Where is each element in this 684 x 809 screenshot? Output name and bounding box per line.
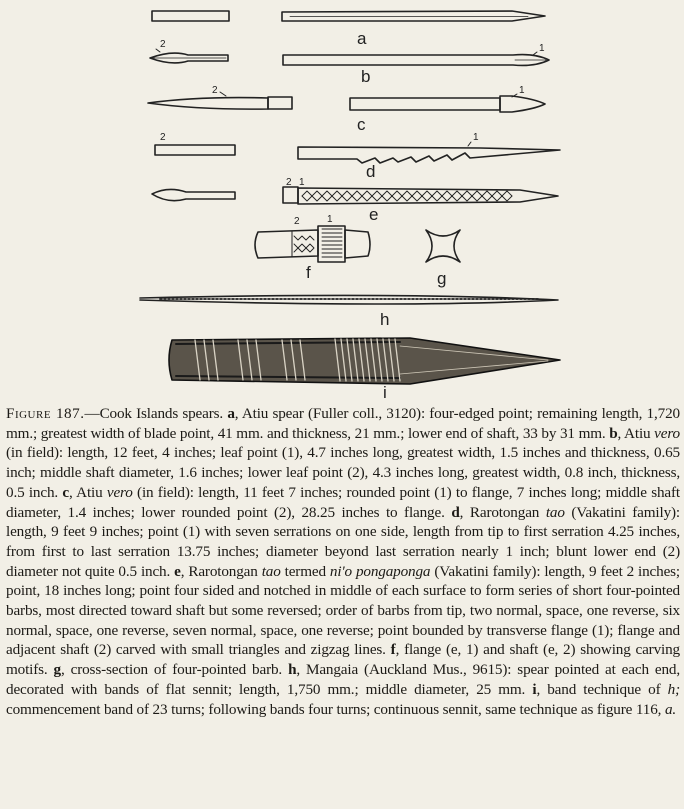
point-2-label-c: 2	[212, 85, 218, 96]
caption-letter-c: c	[62, 483, 69, 501]
band-technique-i	[169, 338, 560, 400]
caption-i-pre: , band technique of	[536, 680, 668, 698]
spear-illustration	[0, 0, 684, 400]
carving-detail-f	[255, 214, 370, 282]
caption-f-text: , flange (e, 1) and shaft (e, 2) showing carving motifs.	[6, 641, 680, 679]
point-1-label-f: 1	[327, 214, 333, 225]
point-2-label-e: 2	[286, 177, 292, 188]
caption-letter-b: b	[609, 424, 618, 442]
caption-letter-a: a	[227, 405, 235, 422]
caption-b-italic: vero	[654, 424, 680, 442]
caption-d-pre: , Rarotongan	[459, 503, 546, 521]
spear-b-drawing	[150, 39, 549, 86]
caption-letter-e: e	[174, 562, 181, 580]
point-1-label-e: 1	[299, 177, 305, 188]
caption-e-italic-1: tao	[261, 562, 281, 580]
caption-c-text: (in field): length, 11 feet 7 inches; rounded point (1) to flange, 7 inches long; middle shaft diameter, 1.4 inches; lower rounded point (2), 28.25 inches to flange.	[6, 483, 680, 521]
caption-letter-i: i	[532, 680, 537, 698]
caption-letter-f: f	[390, 641, 396, 659]
label-i: i	[383, 383, 387, 400]
spear-e-drawing	[152, 177, 558, 224]
caption-g-text: , cross-section of four-pointed barb.	[61, 661, 283, 679]
point-1-label-d: 1	[473, 132, 479, 143]
caption-d-text: (Vakatini family): length, 9 feet 9 inches; point (1) with seven serrations on one side, length from tip to first serration 4.25 inches, from first to last serration 13.75 inches; diameter beyond last serration nearly 1 inch; blunt lower end (2) diameter not quite 0.5 inch.	[6, 503, 680, 580]
caption-e-mid: termed	[280, 562, 330, 580]
caption-e-pre: , Rarotongan	[180, 562, 262, 580]
caption-a-text: , Atiu spear (Fuller coll., 3120): four-edged point; remaining length, 1,720 mm.; greatest width of blade point, 41 mm. and thickness, 21 mm.; lower end of shaft, 33 by 31 mm.	[6, 405, 680, 442]
caption-h-text: , Mangaia (Auckland Mus., 9615): spear pointed at each end, decorated with bands of flat sennit; length, 1,750 mm.; middle diameter, 25 mm.	[6, 661, 680, 698]
label-b: b	[361, 67, 371, 86]
caption-e-italic-2: ni'o pongaponga	[329, 562, 431, 580]
point-2-label-d: 2	[160, 132, 166, 143]
caption-c-pre: , Atiu	[69, 483, 107, 501]
point-2-label-b: 2	[160, 39, 166, 50]
label-c: c	[357, 115, 366, 134]
caption-c-italic: vero	[106, 483, 133, 501]
spear-c-drawing	[148, 85, 545, 134]
caption-i-italic-end: a.	[664, 700, 677, 718]
cross-section-g	[426, 230, 460, 288]
point-2-label-f: 2	[294, 216, 300, 227]
label-a: a	[357, 29, 367, 48]
spear-h-drawing	[140, 295, 558, 329]
caption-letter-d: d	[451, 503, 460, 521]
point-1-label-c: 1	[519, 85, 525, 96]
caption-e-text: (Vakatini family): length, 9 feet 2 inches; point, 18 inches long; point four sided and notched in middle of each surface to form series of short four-pointed barbs, most directed toward shaft but some reversed; order of barbs from tip, two normal, space, one reverse, six normal, space, one reverse, seven normal, space, one reverse; point bounded by transverse flange (1); flange and adjacent shaft (2) carved with small triangles and zigzag lines.	[6, 562, 681, 659]
label-e: e	[369, 205, 379, 224]
caption-d-italic: tao	[545, 503, 565, 521]
figure-caption	[6, 404, 680, 719]
caption-letter-h: h	[288, 661, 297, 679]
spear-d-drawing	[155, 132, 560, 181]
caption-title: —Cook Islands spears.	[84, 405, 224, 422]
caption-i-italic: h;	[667, 680, 680, 698]
figure-label: Figure 187.	[6, 405, 85, 422]
label-f: f	[306, 263, 311, 282]
spear-a-drawing	[152, 11, 545, 48]
caption-i-text: commencement band of 23 turns; following bands four turns; continuous sennit, same technique as figure 116,	[6, 700, 665, 718]
caption-letter-g: g	[53, 661, 61, 679]
label-g: g	[437, 269, 447, 288]
label-h: h	[380, 310, 390, 329]
caption-b-text: (in field): length, 12 feet, 4 inches; leaf point (1), 4.7 inches long, greatest width, 1.5 inches and thickness, 0.65 inch; middle shaft diameter, 1.6 inches; lower leaf point (2), 4.3 inches long, greatest width, 0.8 inch, thickness, 0.5 inch.	[6, 444, 680, 501]
point-1-label-b: 1	[539, 43, 545, 54]
label-d: d	[366, 162, 376, 181]
caption-b-pre: , Atiu	[617, 424, 655, 442]
